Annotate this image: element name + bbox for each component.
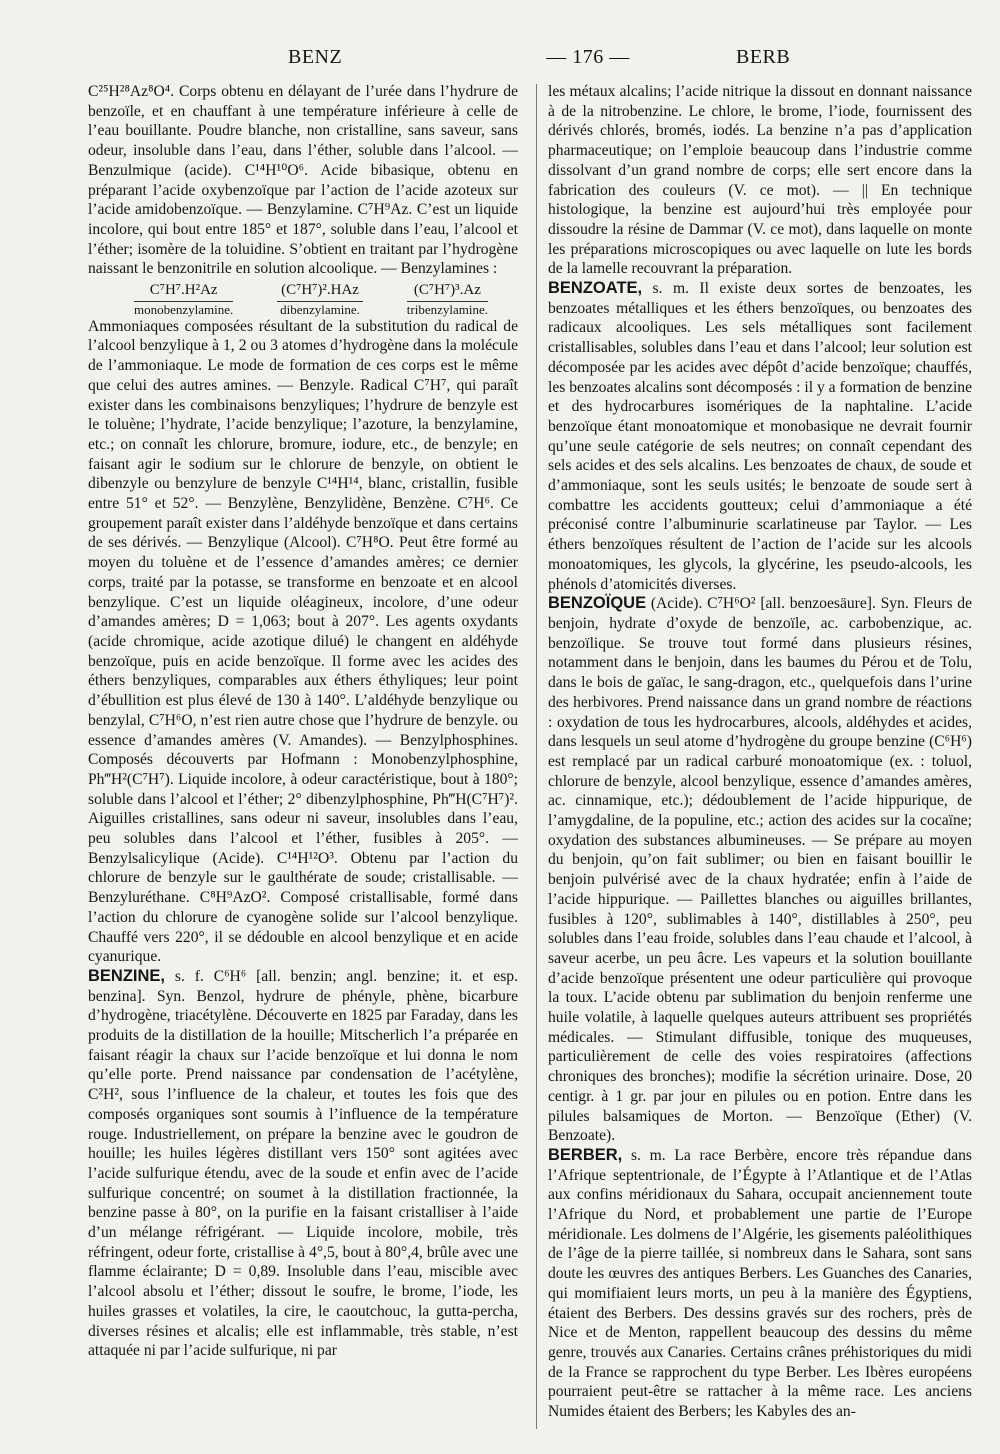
formula-name: tribenzylamine.: [406, 301, 488, 317]
benzine-continuation: les métaux alcalins; l’acide nitrique la dissout en donnant naissance à de la nitrobenzine. Le chlore, le brome, l’iode, fournissent des dérivés chlorés, bromés, iodés. La benzine n’a pas d’application pharmaceutique; on l’emploie beaucoup dans l’industrie comme dissolvant d’un grand nombre de corps; elle sert encore dans la fabrication des couleurs (V. ce mot). — || En technique histologique, la benzine est aujourd’hui très employée pour dissoudre la résine de Dammar (V. ce mot), dans laquelle on monte les préparations microscopiques ou avec laquelle on lute les bords de la lamelle recouvrant la préparation.: [548, 83, 972, 278]
benzyle-paragraph: Ammoniaques composées résultant de la substitution du radical de l’alcool benzylique à 1, 2 ou 3 atomes d’hydrogène dans la molécule de l’ammoniaque. Le mode de formation de ces corps est le même que celui des autres amines. — Benzyle. Radical C⁷H⁷, qui paraît exister dans les combinaisons benzyliques; l’hydrure de benzyle est le toluène; l’hydrate, l’acide benzylique; l’azoture, la benzylamine, etc.; on connaît les chlorure, bromure, iodure, etc., de benzyle; en faisant agir le sodium sur le chlorure de benzyle, on obtient le dibenzyle ou benzylure de benzyle C¹⁴H¹⁴, blanc, cristallin, fusible entre 51° et 52°. — Benzylène, Benzylidène, Benzène. C⁷H⁶. Ce groupement paraît exister dans l’aldéhyde benzoïque et dans certains de ses dérivés. — Benzylique (Alcool). C⁷H⁸O. Peut être formé au moyen du toluène et de l’essence d’amandes amères; ce dernier corps, traité par la potasse, se transforme en benzoate et en alcool benzylique. C’est un liquide oléagineux, incolore, d’une odeur d’amandes amères; D = 1,063; bout à 207°. Les agents oxydants (acide chromique, acide azotique dilué) le changent en aldéhyde benzoïque, puis en acide benzoïque. Il forme avec les acides des éthers benzyliques, comparables aux éthers éthyliques; leur point d’ébullition est plus élevé de 130 à 140°. L’aldéhyde benzylique ou benzylal, C⁷H⁶O, n’est rien autre chose que l’hydrure de benzyle. ou essence d’amandes amères (V. Amandes). — Benzylphosphines. Composés découverts par Hofmann : Monobenzylphosphine, Ph‴H²(C⁷H⁷). Liquide incolore, à odeur caractéristique, bout à 180°; soluble dans l’alcool et l’éther; 2° dibenzylphosphine, Ph‴H(C⁷H⁷)². Aiguilles cristallines, sans odeur ni saveur, insolubles dans l’eau, peu solubles dans l’alcool et l’éther, fusibles à 205°. — Benzylsalicylique (Acide). C¹⁴H¹²O³. Obtenu par l’action du chlorure de benzyle sur le gaulthérate de soude; cristallisable. — Benzyluréthane. C⁸H⁹AzO². Composé cristallisable, formé dans l’action du chlorure de cyanogène solide sur l’alcool benzylique. Chauffé vers 220°, il se dédouble en alcool benzylique et en acide cyanurique.: [88, 317, 518, 966]
formula-text: (C⁷H⁷)².HAz: [277, 281, 363, 302]
formula-dibenzylamine: [277, 281, 363, 317]
entry-headword: BENZOÏQUE: [548, 594, 647, 613]
benzoique-entry: [548, 594, 972, 1146]
formula-text: (C⁷H⁷)³.Az: [407, 281, 488, 302]
formula-text: C⁷H⁷.H²Az: [134, 281, 233, 302]
entry-body: (Acide). C⁷H⁶O² [all. benzoesäure]. Syn. Fleurs de benjoin, hydrate d’oxyde de benzoïle, ac. carbobenzique, ac. benzoïlique. Se trouve tout formé dans plusieurs résines, notamment dans le benjoin, dans les baumes du Pérou et de Tolu, dans le bois de gaïac, le sang-dragon, etc., quelquefois dans l’urine des herbivores. Prend naissance dans un grand nombre de réactions : oxydation de tous les hydrocarbures, alcools, aldéhydes et acides, dans lesquels un seul atome d’hydrogène du groupe benzine (C⁶H⁶) est remplacé par un radical carburé monoatomique (ex. : toluol, chlorure de benzyle, alcool benzylique, essence d’amandes amères, ac. cinnamique, etc.); dédoublement de l’acide hippurique, de l’amygdaline, de la populine, etc.; action des acides sur la cocaïne; oxydation des substances albumineuses. — Se prépare au moyen du benjoin, qu’on fait sublimer; ou bien en faisant bouillir le benjoin pulvérisé avec de la chaux hydratée; enfin à l’aide de l’acide hippurique. — Paillettes blanches ou aiguilles brillantes, fusibles à 120°, sublimables à 140°, distillables à 250°, peu solubles dans l’eau froide, solubles dans l’eau chaude et l’alcool, à saveur acerbe, un peu âcre. Les vapeurs et la solution bouillante d’acide benzoïque présentent une odeur particulière qui provoque la toux. L’acide obtenu par sublimation du benjoin renferme une huile volatile, à laquelle quelques auteurs attribuent ses propriétés médicales. — Stimulant diffusible, tonique des muqueuses, particulièrement de celle des voies respiratoires (affections chroniques des bronches); modifie la sécrétion urinaire. Dose, 20 centigr. à 1 gr. par jour en pilules ou en potion. Entre dans les pilules balsamiques de Morton. — Benzoïque (Ether) (V. Benzoate).: [548, 595, 972, 1145]
formula-name: dibenzylamine.: [280, 301, 360, 317]
left-column: [88, 82, 518, 1361]
page-number: — 176 —: [546, 46, 630, 68]
entry-body: s. m. Il existe deux sortes de benzoates, les benzoates métalliques et les éthers benzoïques, ou benzoates des radicaux alcooliques. Les sels métalliques sont facilement cristallisables, solubles dans l’eau et dans l’alcool; leur solution est décomposée par les acides avec dépôt d’acide benzoïque; chauffés, les benzoates alcalins sont décomposés : il y a formation de benzine et des hydrocarbures isomériques de la naphtaline. L’acide benzoïque étant monoatomique et monobasique ne devrait fournir qu’une seule catégorie de sels neutres; on connaît cependant des sels acides et des sels alcalins. Les benzoates de chaux, de soude et d’ammoniaque, sont les seuls usités; le benzoate de soude sert à combattre les accidents goutteux; celui d’ammoniaque a été préconisé contre l’albuminurie scarlatineuse par Taylor. — Les éthers benzoïques résultent de l’action de l’acide sur les alcools monoatomiques, les glycols, la glycérine, les pseudo-alcools, les phénols d’atomicités diverses.: [548, 280, 972, 593]
benzylamine-formulas: [88, 279, 518, 317]
formula-monobenzylamine: [134, 281, 233, 317]
running-head: [88, 46, 960, 74]
entry-body: s. m. La race Berbère, encore très répandue dans l’Afrique septentrionale, de l’Égypte à l’Atlantique et de l’Atlas aux confins méridionaux du Sahara, occupait anciennement toute l’Afrique du Nord, et probablement une partie de l’Europe méridionale. Les dolmens de l’Algérie, les gisements paléolithiques de l’âge de la pierre taillée, si nombreux dans le Sahara, sont sans doute les œuvres des antiques Berbers. Les Guanches des Canaries, qui momifiaient leurs morts, un peu à la manière des Égyptiens, étaient des Berbers. Des dessins gravés sur des rochers, près de Nice et de Menton, rappellent beaucoup des dessins du même genre, trouvés aux Canaries. Certains crânes préhistoriques du midi de la France se rapprochent du type Berber. Les Ibères européens pourraient peut-être se rattacher à la même race. Les anciens Numides étaient des Berbers; les Kabyles des an-: [548, 1146, 972, 1421]
benzoate-entry: [548, 279, 972, 594]
entry-body: s. f. C⁶H⁶ [all. benzin; angl. benzine; it. et esp. benzina]. Syn. Benzol, hydrure de phényle, phène, bicarbure d’hydrogène, triacétylène. Découverte en 1825 par Faraday, dans les produits de la distillation de la houille; Mitscherlich l’a préparée en faisant réagir la chaux sur l’acide benzoïque et lui donna le nom qu’elle porte. Prend naissance par condensation de l’acétylène, C²H², sous l’influence de la chaleur, et toutes les fois que des composés organiques sont soumis à l’influence de la température rouge. Industriellement, on prépare la benzine avec le goudron de houille; les huiles légères distillant vers 150° sont agitées avec l’acide sulfurique étendu, avec de la soude et enfin avec de l’acide sulfurique concentré; on soumet à la distillation fractionnée, la benzine passe à 80°, on la purifie en la faisant cristalliser à l’aide d’un mélange réfrigérant. — Liquide incolore, mobile, très réfringent, odeur forte, cristallise à 4°,5, bout à 80°,4, brûle avec une flamme éclairante; D = 0,89. Insoluble dans l’eau, miscible avec l’alcool absolu et l’éther; dissout le soufre, le brome, l’iode, les huiles grasses et volatiles, la cire, le caoutchouc, la gutta-percha, diverses résines et alcalis; elle est inflammable, très stable, n’est attaquée ni par l’acide sulfurique, ni par: [88, 967, 518, 1360]
header-right-word: BERB: [736, 46, 791, 68]
entry-headword: BENZINE,: [88, 966, 166, 985]
benzine-entry: [88, 967, 518, 1361]
header-left-word: BENZ: [288, 46, 343, 68]
entry-headword: BERBER,: [548, 1145, 623, 1164]
formula-name: monobenzylamine.: [134, 301, 234, 317]
formula-tribenzylamine: [407, 281, 488, 317]
berber-entry: [548, 1146, 972, 1422]
entry-headword: BENZOATE,: [548, 279, 643, 298]
column-divider: [536, 84, 537, 1429]
right-column: [548, 82, 972, 1422]
benzulmique-paragraph: C²⁵H²⁸Az⁸O⁴. Corps obtenu en délayant de l’urée dans l’hydrure de benzoïle, et en chauffant à une température inférieure à celle de l’eau bouillante. Poudre blanche, non cristalline, sans saveur, sans odeur, insoluble dans l’eau, dans l’éther, soluble dans l’alcool. — Benzulmique (acide). C¹⁴H¹⁰O⁶. Acide bibasique, obtenu en préparant l’acide oxybenzoïque par l’action de l’acide azoteux sur l’acide amidobenzoïque. — Benzylamine. C⁷H⁹Az. C’est un liquide incolore, qui bout entre 185° et 187°, soluble dans l’eau, l’alcool et l’éther; isomère de la toluidine. S’obtient en traitant par l’hydrogène naissant le benzonitrile en solution alcoolique. — Benzylamines :: [88, 83, 518, 278]
